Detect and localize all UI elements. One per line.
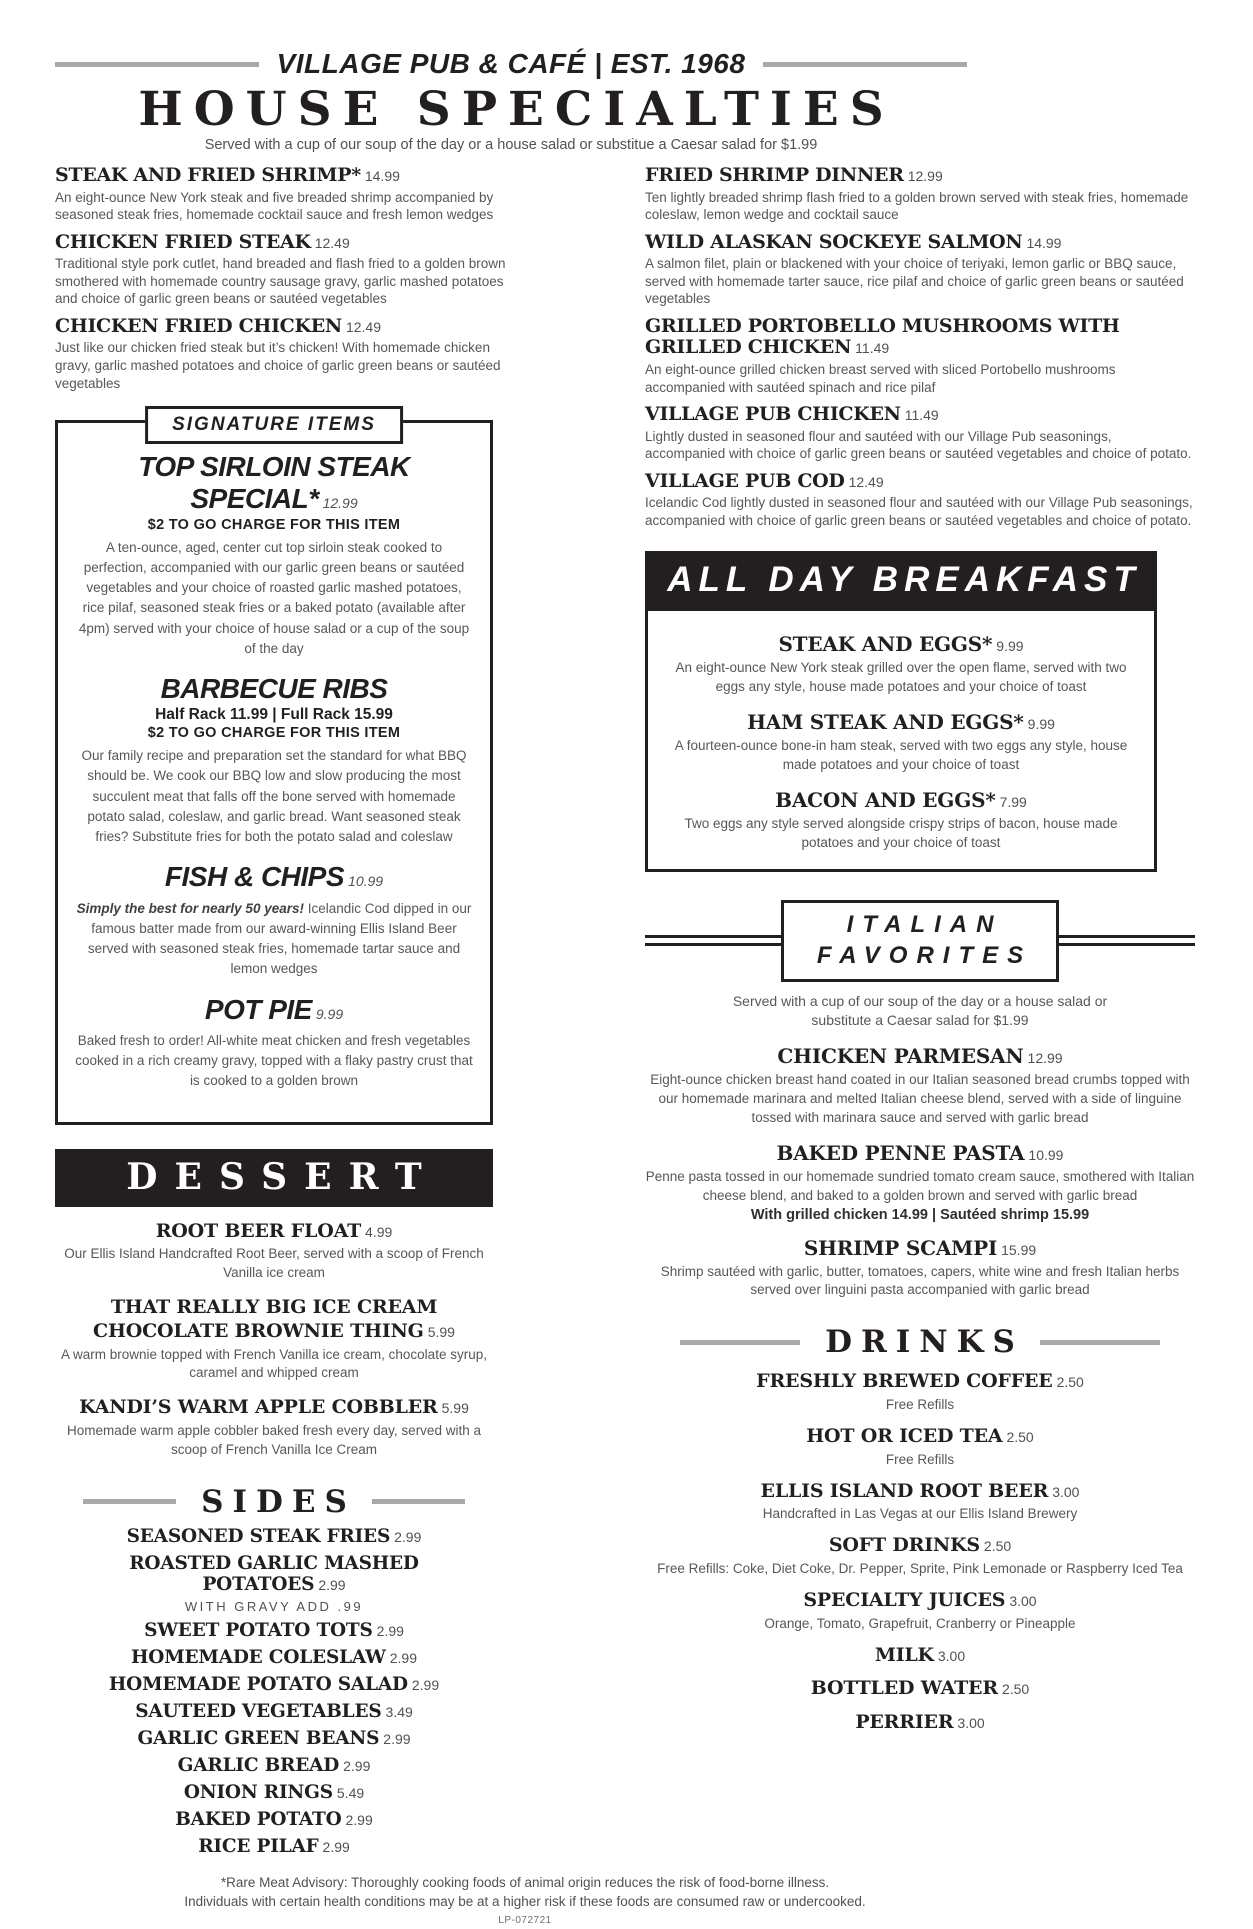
sides-rule-right [372, 1499, 465, 1504]
menu-item-name-text: TOP SIRLOIN STEAK SPECIAL* [138, 451, 410, 515]
italian-title-line1: ITALIAN [846, 910, 1003, 938]
menu-item-name [645, 232, 1195, 253]
menu-item-name-text: SHRIMP SCAMPI [803, 1235, 998, 1260]
dessert-banner: DESSERT [55, 1149, 493, 1207]
side-item [55, 1782, 493, 1803]
menu-item-name [666, 788, 1136, 813]
side-item [55, 1755, 493, 1776]
sides-rule-left [83, 1499, 176, 1504]
menu-item-description: An eight-ounce grilled chicken breast served with sliced Portobello mushrooms accompanied with sautéed spinach and rice pilaf [645, 361, 1116, 395]
menu-item-name-text: MILK [874, 1643, 934, 1666]
menu-item-name-text: FRESHLY BREWED COFFEE [756, 1370, 1053, 1393]
menu-item-price: 5.99 [427, 1323, 455, 1340]
menu-item-togo-charge: $2 TO GO CHARGE FOR THIS ITEM [147, 516, 401, 533]
menu-item [645, 1644, 1195, 1668]
menu-item-name [645, 1425, 1195, 1449]
menu-item-price: 7.99 [999, 793, 1027, 810]
menu-item [645, 404, 1195, 463]
menu-item-name [55, 1553, 493, 1595]
menu-item-description: A warm brownie topped with French Vanilla ice cream, chocolate syrup, caramel and whipped cream [61, 1346, 487, 1381]
menu-item-name-text: CHICKEN FRIED CHICKEN [55, 315, 342, 338]
menu-item-description-text: Baked fresh to order! All-white meat chicken and fresh vegetables cooked in a rich creamy gravy, topped with a flaky pastry crust that is cooked to a golden brown [75, 1032, 473, 1089]
menu-item-name-text: GARLIC GREEN BEANS [137, 1727, 380, 1749]
menu-item-price: 9.99 [996, 638, 1024, 655]
menu-item-name-text: ROOT BEER FLOAT [155, 1219, 362, 1242]
menu-item-name [645, 1141, 1195, 1166]
menu-item-price: 11.49 [855, 340, 890, 357]
dessert-section [55, 1220, 493, 1460]
menu-item-price: 3.00 [957, 1715, 985, 1732]
menu-item-price: 3.49 [385, 1703, 413, 1720]
menu-item-togo-charge: $2 TO GO CHARGE FOR THIS ITEM [147, 725, 401, 742]
menu-item-description: Orange, Tomato, Grapefruit, Cranberry or Pineapple [764, 1615, 1076, 1631]
page-title: HOUSE SPECIALTIES [138, 82, 895, 137]
menu-item-price: 12.49 [314, 234, 350, 251]
all-day-breakfast-section [645, 551, 1157, 871]
menu-item-name-text: PERRIER [855, 1711, 954, 1734]
right-column [645, 165, 1195, 1857]
side-item [55, 1728, 493, 1749]
menu-item-name-text: ONION RINGS [183, 1781, 333, 1803]
menu-item-price: 14.99 [1026, 234, 1062, 251]
menu-item-name [645, 165, 1195, 186]
house-specialties-left-items [55, 165, 525, 392]
menu-item [55, 1296, 493, 1383]
menu-item-price: 12.49 [345, 319, 381, 336]
side-item [55, 1620, 493, 1641]
menu-item-addon-note: With grilled chicken 14.99 | Sautéed shrimp 15.99 [750, 1206, 1090, 1223]
menu-item-name [645, 1044, 1195, 1069]
menu-item-name-text: STEAK AND FRIED SHRIMP* [55, 164, 361, 187]
menu-item-name-text: SPECIALTY JUICES [803, 1588, 1006, 1611]
italian-favorites-header [645, 900, 1195, 982]
menu-item-name-text: HOMEMADE COLESLAW [131, 1646, 386, 1668]
menu-item-name [55, 1755, 493, 1776]
menu-item-description-text: Icelandic Cod dipped in our famous batter made from our award-winning Ellis Island Beer served with seasoned steak fries, homemade tartar sauce and lemon wedges [87, 900, 472, 977]
signature-items-list [74, 451, 474, 1091]
menu-item-price: 2.50 [1001, 1681, 1030, 1698]
menu-item-name-text: CHICKEN FRIED STEAK [55, 230, 311, 253]
signature-items-box [55, 414, 493, 1124]
menu-item-name [645, 1480, 1195, 1504]
menu-item-name [55, 1620, 493, 1641]
menu-item-description: Icelandic Cod lightly dusted in seasoned flour and sautéed with our Village Pub seasonings, accompanied with choice of garlic green beans or sautéed vegetables and choice of potato. [645, 495, 1193, 528]
menu-item-name [645, 1711, 1195, 1735]
menu-item-name-text: ROASTED GARLIC MASHED POTATOES [129, 1552, 419, 1595]
menu-item-name-text: WILD ALASKAN SOCKEYE SALMON [645, 230, 1023, 253]
drinks-title: DRINKS [825, 1324, 1024, 1361]
sides-title: SIDES [201, 1483, 356, 1520]
menu-item-price: 14.99 [364, 168, 400, 185]
menu-item-name [55, 1296, 493, 1344]
menu-item-name-text: VILLAGE PUB CHICKEN [645, 403, 901, 426]
menu-item [645, 1589, 1195, 1634]
italian-favorites-title-box [781, 900, 1059, 982]
menu-item [645, 1370, 1195, 1415]
italian-double-rule-left [645, 935, 781, 946]
rare-meat-advisory [55, 1873, 995, 1929]
menu-item-description: Shrimp sautéed with garlic, butter, tomatoes, capers, white wine and fresh Italian herbs served over linguini pasta accompanied with garlic bread [660, 1263, 1180, 1298]
menu-item-description: Lightly dusted in seasoned flour and sautéed with our Village Pub seasonings, accompanied with choice of garlic green beans or sautéed vegetables and choice of potato. [645, 428, 1192, 462]
menu-item-name [55, 316, 525, 337]
menu-item [645, 1534, 1195, 1579]
menu-item-name [55, 1526, 493, 1547]
menu-item-price: 12.99 [907, 168, 943, 185]
menu-item-name [74, 673, 474, 705]
menu-item-price: 15.99 [1001, 1241, 1037, 1258]
menu-item [645, 1711, 1195, 1735]
menu-item-name-text: KANDI’S WARM APPLE COBBLER [79, 1396, 438, 1419]
menu-item-description-text: Our family recipe and preparation set the standard for what BBQ should be. We cook our BBQ low and slow producing the most succulent meat that falls off the bone served with homemade potato salad, coleslaw, and garlic bread. Want seasoned steak fries? Substitute fries for both the potato salad and coleslaw [81, 748, 467, 845]
menu-item-description [74, 538, 474, 660]
menu-item-price: 11.49 [904, 407, 939, 424]
menu-item-name-text: SWEET POTATO TOTS [144, 1619, 373, 1641]
menu-item-name [645, 1236, 1195, 1261]
menu-item-name [645, 1644, 1195, 1668]
menu-item-price: 4.99 [365, 1223, 393, 1240]
menu-item-description-text: A ten-ounce, aged, center cut top sirloin steak cooked to perfection, accompanied with our garlic green beans or sautéed vegetables and your choice of roasted garlic mashed potatoes, rice pilaf, seasoned steak fries or a baked potato (available after 4pm) served with your choice of house salad or a cup of the soup of the day [78, 539, 470, 656]
menu-item-price: 3.00 [937, 1647, 966, 1664]
menu-item-name-text: SOFT DRINKS [828, 1534, 980, 1557]
menu-item-name-text: THAT REALLY BIG ICE CREAM CHOCOLATE BROWNIE THING [93, 1296, 438, 1342]
italian-favorites-section [645, 900, 1195, 1301]
menu-item [645, 1141, 1195, 1223]
menu-item-price: 10.99 [348, 873, 384, 890]
house-specialties-right-items [645, 165, 1195, 529]
drinks-section [645, 1324, 1195, 1734]
menu-item-name-text: RICE PILAF [198, 1835, 319, 1857]
menu-item-name [666, 710, 1136, 735]
menu-item-description-lead: Simply the best for nearly 50 years! [76, 900, 304, 916]
menu-item-name [55, 165, 525, 186]
drinks-header [680, 1324, 1160, 1360]
menu-item-name [645, 1370, 1195, 1394]
menu-item-price: 5.49 [336, 1784, 365, 1801]
menu-item-name-text: VILLAGE PUB COD [645, 469, 845, 492]
menu-item-price: 2.99 [322, 1838, 350, 1855]
sides-section [55, 1484, 493, 1857]
menu-item-name-text: BACON AND EGGS* [775, 787, 996, 812]
menu-item-name-text: FISH & CHIPS [164, 861, 345, 893]
sides-header [83, 1484, 465, 1520]
restaurant-name: VILLAGE PUB & CAFÉ | EST. 1968 [276, 48, 746, 79]
side-item [55, 1836, 493, 1857]
menu-item-price: 2.99 [383, 1730, 411, 1747]
menu-item-description: Two eggs any style served alongside crispy strips of bacon, house made potatoes and your choice of toast [684, 815, 1118, 850]
menu-item [645, 1677, 1195, 1701]
all-day-breakfast-list [645, 611, 1157, 871]
menu-item-name [645, 471, 1195, 492]
menu-item-name [55, 232, 525, 253]
menu-item-name-text: HAM STEAK AND EGGS* [747, 709, 1024, 734]
header-rule-right [763, 62, 967, 67]
menu-item-name [55, 1396, 493, 1420]
menu-item-price: 2.99 [389, 1649, 417, 1666]
menu-item-price: 2.99 [318, 1576, 346, 1593]
menu-item-name [55, 1220, 493, 1244]
menu-item [55, 1396, 493, 1460]
menu-item-description: Just like our chicken fried steak but it’s chicken! With homemade chicken gravy, garlic mashed potatoes and choice of garlic green beans or sautéed vegetables [55, 340, 501, 391]
menu-item-name [645, 1534, 1195, 1558]
menu-item-note: WITH GRAVY ADD .99 [184, 1598, 364, 1614]
menu-item-name [55, 1647, 493, 1668]
menu-header [55, 48, 967, 153]
menu-item-description: Homemade warm apple cobbler baked fresh every day, served with a scoop of French Vanilla Ice Cream [67, 1423, 481, 1458]
menu-item-description: A fourteen-ounce bone-in ham steak, served with two eggs any style, house made potatoes and your choice of toast [674, 737, 1128, 772]
menu-item [55, 165, 525, 224]
menu-item [55, 1220, 493, 1284]
signature-menu-item [74, 994, 474, 1092]
menu-columns [55, 165, 1195, 1857]
menu-item [645, 471, 1195, 530]
menu-item-description: Penne pasta tossed in our homemade sundried tomato cream sauce, smothered with Italian cheese blend, and baked to a golden brown and served with garlic bread [645, 1168, 1195, 1203]
menu-item-price: 9.99 [315, 1005, 344, 1022]
drinks-list [645, 1370, 1195, 1734]
menu-item-name-text: CHICKEN PARMESAN [777, 1044, 1024, 1069]
side-item [55, 1701, 493, 1722]
menu-item-name [666, 632, 1136, 657]
italian-double-rule-right [1059, 935, 1195, 946]
menu-item-name-text: ELLIS ISLAND ROOT BEER [760, 1479, 1049, 1502]
drinks-rule-right [1040, 1340, 1160, 1345]
menu-item-price: 9.99 [1027, 715, 1055, 732]
menu-item-name-text: BAKED POTATO [175, 1808, 342, 1830]
menu-item-description [74, 1031, 474, 1092]
menu-item-name-text: HOMEMADE POTATO SALAD [108, 1673, 408, 1695]
menu-item [55, 232, 525, 308]
left-column [55, 165, 525, 1857]
menu-item-description: Our Ellis Island Handcrafted Root Beer, served with a scoop of French Vanilla ice cream [64, 1246, 484, 1281]
menu-item [55, 316, 525, 392]
menu-item [666, 632, 1136, 697]
signature-menu-item [74, 451, 474, 659]
menu-item [645, 165, 1195, 224]
menu-item-price: 2.99 [343, 1757, 371, 1774]
advisory-line1: *Rare Meat Advisory: Thoroughly cooking foods of animal origin reduces the risk of food-borne illness. [220, 1874, 830, 1890]
menu-item-description: Traditional style pork cutlet, hand breaded and flash fried to a golden brown smothered with homemade country sausage gravy, garlic mashed potatoes and choice of garlic green beans or sautéed vegetables [55, 256, 506, 307]
header-rule-left [55, 62, 259, 67]
menu-item-price: 2.99 [411, 1676, 440, 1693]
menu-item-price: 12.49 [848, 473, 884, 490]
side-item [55, 1553, 493, 1614]
drinks-rule-left [680, 1340, 800, 1345]
signature-menu-item [74, 861, 474, 979]
restaurant-banner-row [55, 48, 967, 80]
menu-item-description: Free Refills [885, 1397, 955, 1413]
menu-item [645, 316, 1195, 396]
menu-item-name [55, 1836, 493, 1857]
menu-item-name [55, 1674, 493, 1695]
menu-item-name [74, 994, 474, 1026]
sides-list [55, 1526, 493, 1857]
menu-item-name [55, 1728, 493, 1749]
menu-item-name-text: STEAK AND EGGS* [778, 632, 993, 657]
menu-item-price: 10.99 [1028, 1146, 1064, 1163]
menu-item-name [55, 1701, 493, 1722]
side-item [55, 1809, 493, 1830]
italian-title-line2: FAVORITES [816, 941, 1033, 969]
menu-item-price: 3.00 [1009, 1592, 1037, 1609]
menu-item-price: 3.00 [1052, 1483, 1080, 1500]
menu-item-price: 2.50 [1006, 1428, 1034, 1445]
menu-item [645, 1480, 1195, 1525]
menu-item-name [55, 1809, 493, 1830]
menu-item-price: 12.99 [322, 495, 358, 512]
menu-item-name [55, 1782, 493, 1803]
signature-items-label: SIGNATURE ITEMS [145, 406, 403, 444]
italian-subtitle: Served with a cup of our soup of the day or a house salad or substitute a Caesar salad for $1.99 [732, 992, 1108, 1029]
menu-item-price: 2.50 [1056, 1374, 1084, 1391]
menu-item-name-text: SAUTEED VEGETABLES [135, 1700, 382, 1722]
menu-item [666, 710, 1136, 775]
advisory-line2: Individuals with certain health conditions may be at a higher risk if these foods are consumed raw or undercooked. [184, 1894, 866, 1910]
menu-item-name-text: BOTTLED WATER [810, 1677, 998, 1700]
menu-item-rack-prices: Half Rack 11.99 | Full Rack 15.99 [155, 706, 393, 724]
menu-item [666, 788, 1136, 853]
menu-item-name [74, 451, 474, 515]
menu-item-name-text: GARLIC BREAD [177, 1754, 340, 1776]
menu-item-name-text: POT PIE [204, 993, 312, 1025]
menu-item-description [74, 746, 474, 847]
menu-item-price: 2.99 [345, 1811, 373, 1828]
menu-item [645, 232, 1195, 308]
menu-item-name-text: HOT OR ICED TEA [806, 1424, 1003, 1447]
italian-items-list [645, 1044, 1195, 1300]
menu-item-description: Free Refills: Coke, Diet Coke, Dr. Pepper, Sprite, Pink Lemonade or Raspberry Iced Tea [657, 1560, 1183, 1576]
menu-item-description: Free Refills [885, 1451, 955, 1467]
menu-item-description: Handcrafted in Las Vegas at our Ellis Island Brewery [762, 1506, 1078, 1522]
menu-item-description: A salmon filet, plain or blackened with your choice of teriyaki, lemon garlic or BBQ sauce, served with homemade tarter sauce, rice pilaf and choice of garlic green beans or sautéed vegetables [645, 256, 1184, 307]
menu-item-name [645, 1677, 1195, 1701]
menu-item-price: 2.99 [394, 1528, 422, 1545]
all-day-breakfast-banner: ALL DAY BREAKFAST [645, 551, 1157, 611]
menu-item-name-text: FRIED SHRIMP DINNER [645, 164, 904, 187]
menu-item-name-text: GRILLED PORTOBELLO MUSHROOMS WITH GRILLED CHICKEN [645, 315, 1120, 359]
page-subtitle: Served with a cup of our soup of the day or a house salad or substitue a Caesar salad for $1.99 [204, 137, 818, 154]
menu-item-name-text: SEASONED STEAK FRIES [126, 1525, 391, 1547]
menu-item-price: 5.99 [441, 1400, 469, 1417]
menu-item-name [645, 1589, 1195, 1613]
menu-item-name-text: BAKED PENNE PASTA [776, 1140, 1025, 1165]
side-item [55, 1674, 493, 1695]
side-item [55, 1526, 493, 1547]
menu-item [645, 1425, 1195, 1470]
menu-item-description: Ten lightly breaded shrimp flash fried to a golden brown served with steak fries, homemade coleslaw, lemon wedge and cocktail sauce [645, 189, 1189, 223]
menu-item-description: Eight-ounce chicken breast hand coated in our Italian seasoned bread crumbs topped with our homemade marinara and melted Italian cheese blend, served with a side of linguine tossed with marinara sauce and served with garlic bread [650, 1072, 1190, 1125]
menu-item [645, 1236, 1195, 1301]
menu-item-description [74, 899, 474, 980]
menu-item-price: 12.99 [1027, 1050, 1063, 1067]
menu-item-name [74, 861, 474, 893]
menu-item [645, 1044, 1195, 1128]
menu-item-description: An eight-ounce New York steak and five breaded shrimp accompanied by seasoned steak fries, homemade cocktail sauce and fresh lemon wedges [55, 189, 494, 223]
side-item [55, 1647, 493, 1668]
menu-item-name [645, 316, 1195, 359]
menu-print-code: LP-072721 [498, 1915, 552, 1927]
menu-item-name-text: BARBECUE RIBS [160, 673, 388, 704]
menu-item-price: 2.50 [983, 1538, 1012, 1555]
menu-item-description: An eight-ounce New York steak grilled over the open flame, served with two eggs any style, house made potatoes and your choice of toast [675, 660, 1127, 695]
menu-item-price: 2.99 [376, 1622, 404, 1639]
menu-item-name [645, 404, 1195, 425]
signature-menu-item [74, 673, 474, 847]
